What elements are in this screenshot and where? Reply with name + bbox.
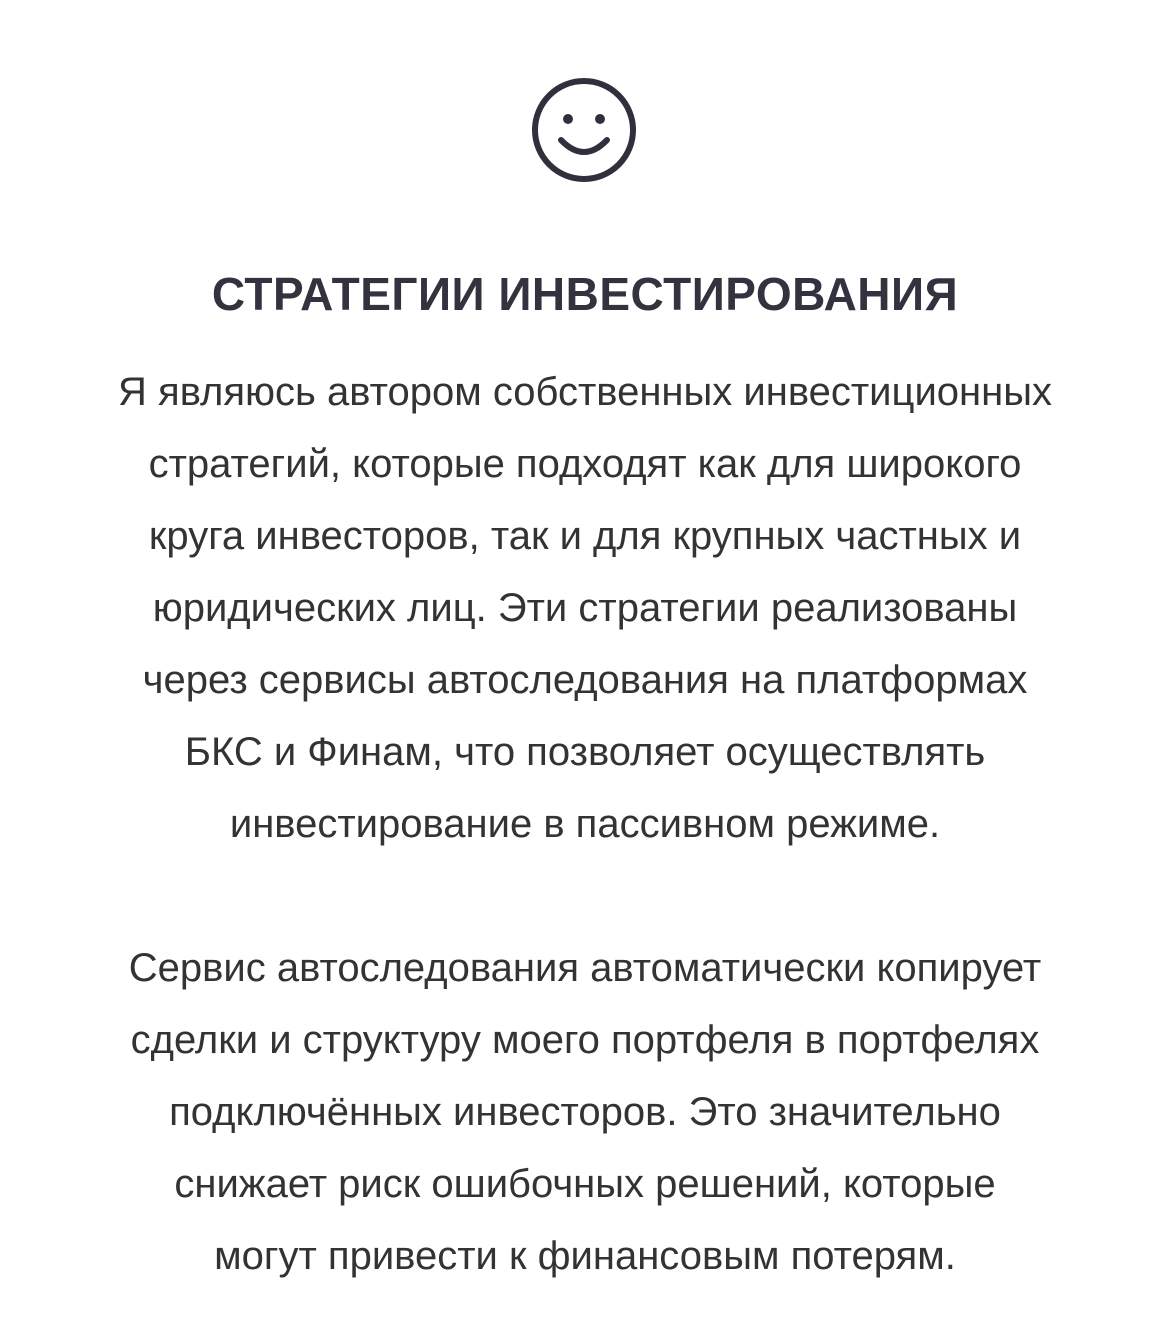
paragraph-line: круга инвесторов, так и для крупных частных и xyxy=(148,514,1022,558)
paragraph-line: стратегий, которые подходят как для широкого xyxy=(148,442,1022,486)
smiley-icon xyxy=(530,76,638,184)
paragraph-line: юридических лиц. Эти стратегии реализованы xyxy=(152,586,1018,630)
paragraph-line: могут привести к финансовым потерям. xyxy=(214,1234,956,1278)
description-paragraph-1 xyxy=(30,356,1140,860)
paragraph-line: инвестирование в пассивном режиме. xyxy=(229,802,941,846)
description-paragraph-2 xyxy=(30,932,1140,1292)
section-title: СТРАТЕГИИ ИНВЕСТИРОВАНИЯ xyxy=(211,268,959,320)
paragraph-line: Сервис автоследования автоматически копирует xyxy=(128,946,1042,990)
paragraph-line: сделки и структуру моего портфеля в портфелях xyxy=(130,1018,1040,1062)
paragraph-line: через сервисы автоследования на платформах xyxy=(142,658,1028,702)
paragraph-line: БКС и Финам, что позволяет осуществлять xyxy=(184,730,986,774)
paragraph-line: Я являюсь автором собственных инвестиционных xyxy=(118,370,1052,414)
paragraph-line: подключённых инвесторов. Это значительно xyxy=(169,1090,1001,1134)
paragraph-line: снижает риск ошибочных решений, которые xyxy=(174,1162,996,1206)
